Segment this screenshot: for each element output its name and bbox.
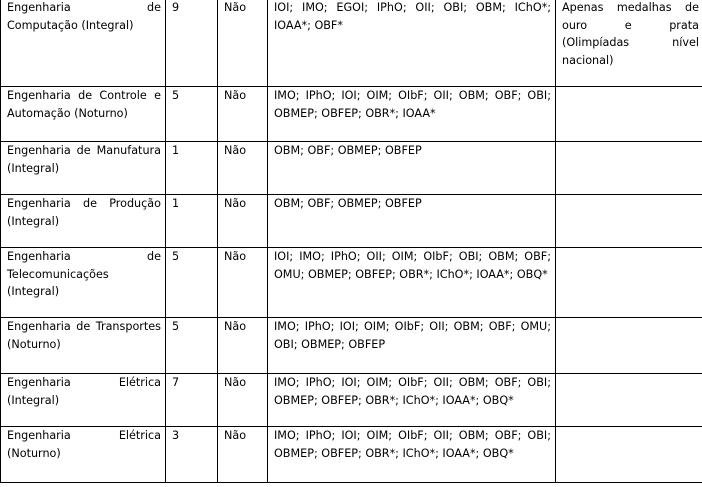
vacancies-count: 1 — [166, 195, 218, 248]
answer-cell: Não — [218, 195, 268, 248]
table-row — [1, 87, 702, 142]
answer-cell: Não — [218, 427, 268, 483]
notes-cell — [556, 142, 702, 195]
answer-cell: Não — [218, 87, 268, 142]
olympiads-list: IOI; IMO; EGOI; IPhO; OII; OBI; OBM; IChO*; IOAA*; OBF* — [268, 0, 556, 87]
vacancies-count: 1 — [166, 142, 218, 195]
notes-cell — [556, 427, 702, 483]
notes-cell — [556, 374, 702, 427]
table-row — [1, 142, 702, 195]
notes-cell: Apenas medalhas de ouro e prata (Olimpíadas nível nacional) — [556, 0, 702, 87]
table-row — [1, 427, 702, 483]
answer-cell: Não — [218, 142, 268, 195]
answer-cell: Não — [218, 374, 268, 427]
olympiads-list: IOI; IMO; IPhO; OII; OIM; OIbF; OBI; OBM; OBF; OMU; OBMEP; OBFEP; OBR*; IChO*; IOAA*; OBQ* — [268, 248, 556, 318]
olympiads-list: IMO; IPhO; IOI; OIM; OIbF; OII; OBM; OBF; OMU; OBI; OBMEP; OBFEP — [268, 318, 556, 374]
table-row — [1, 248, 702, 318]
notes-cell — [556, 195, 702, 248]
course-name: Engenharia de Computação (Integral) — [1, 0, 166, 87]
olympiads-list: IMO; IPhO; IOI; OIM; OIbF; OII; OBM; OBF; OBI; OBMEP; OBFEP; OBR*; IOAA* — [268, 87, 556, 142]
course-name: Engenharia de Manufatura (Integral) — [1, 142, 166, 195]
course-name: Engenharia de Telecomunicações (Integral) — [1, 248, 166, 318]
notes-cell — [556, 248, 702, 318]
answer-cell: Não — [218, 0, 268, 87]
table-row — [1, 318, 702, 374]
course-name: Engenharia de Transportes (Noturno) — [1, 318, 166, 374]
course-name: Engenharia Elétrica (Noturno) — [1, 427, 166, 483]
notes-cell — [556, 87, 702, 142]
course-name: Engenharia de Produção (Integral) — [1, 195, 166, 248]
table-row — [1, 0, 702, 87]
table-row — [1, 195, 702, 248]
olympiads-list: IMO; IPhO; IOI; OIM; OIbF; OII; OBM; OBF; OBI; OBMEP; OBFEP; OBR*; IChO*; IOAA*; OBQ* — [268, 427, 556, 483]
answer-cell: Não — [218, 248, 268, 318]
olympiads-list: IMO; IPhO; IOI; OIM; OIbF; OII; OBM; OBF; OBI; OBMEP; OBFEP; OBR*; IChO*; IOAA*; OBQ* — [268, 374, 556, 427]
notes-cell — [556, 318, 702, 374]
vacancies-count: 3 — [166, 427, 218, 483]
olympiads-list: OBM; OBF; OBMEP; OBFEP — [268, 142, 556, 195]
vacancies-count: 5 — [166, 318, 218, 374]
vacancies-count: 5 — [166, 248, 218, 318]
table-row — [1, 374, 702, 427]
vacancies-count: 9 — [166, 0, 218, 87]
olympiads-list: OBM; OBF; OBMEP; OBFEP — [268, 195, 556, 248]
vacancies-count: 7 — [166, 374, 218, 427]
course-name: Engenharia Elétrica (Integral) — [1, 374, 166, 427]
vacancies-count: 5 — [166, 87, 218, 142]
answer-cell: Não — [218, 318, 268, 374]
course-name: Engenharia de Controle e Automação (Noturno) — [1, 87, 166, 142]
